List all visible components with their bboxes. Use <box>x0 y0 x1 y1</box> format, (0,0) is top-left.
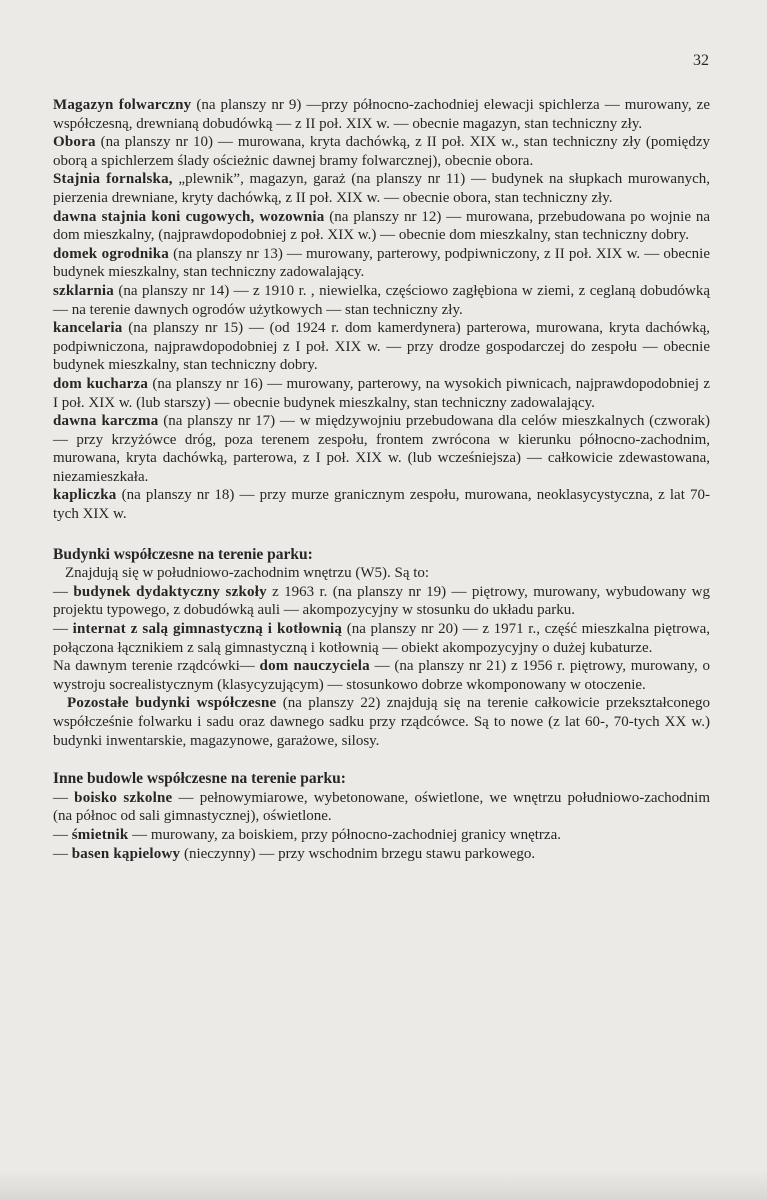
list-item <box>53 845 710 864</box>
entry-dawna-karczma <box>53 412 710 486</box>
entry-obora <box>53 133 710 170</box>
list-item <box>53 789 710 826</box>
item-title: basen kąpielowy <box>71 845 181 862</box>
entry-dom-kucharza <box>53 375 710 412</box>
list-item <box>53 657 710 694</box>
entry-title: dom kucharza <box>53 375 149 392</box>
item-title: dom nauczyciela <box>259 658 370 675</box>
entry-kapliczka <box>53 486 710 523</box>
entry-magazyn <box>53 96 710 133</box>
list-item <box>53 620 710 657</box>
item-text: z 1963 r. (na planszy nr 19) — piętrowy, murowany, wybudowany wg projektu typowego, z dobudówką auli — akompozycyjny w stosunku do układu parku. <box>53 583 711 619</box>
entry-dawna-stajnia <box>53 208 710 245</box>
section-heading: Budynki współczesne na terenie parku: <box>53 545 313 563</box>
item-title: Pozostałe budynki współczesne <box>67 695 277 712</box>
entry-title: kancelaria <box>53 320 123 337</box>
item-title: boisko szkolne <box>74 789 173 806</box>
entry-text: (na planszy nr 13) — murowany, parterowy, podpiwniczony, z II poł. XIX w. — obecnie budynek mieszkalny, stan techniczny zadowalający. <box>53 245 710 281</box>
item-title: śmietnik <box>71 826 129 843</box>
item-title: budynek dydaktyczny szkoły <box>73 583 267 600</box>
list-item <box>53 694 710 750</box>
entry-stajnia <box>53 170 710 207</box>
item-title: internat z salą gimnastyczną i kotłownią <box>72 621 343 638</box>
page-content <box>53 96 710 863</box>
item-text: — (na planszy nr 21) z 1956 r. piętrowy, murowany, o wystroju socrealistycznym (klasycyzującym) — stosunkowo dobrze wkomponowany w otoczenie. <box>53 658 710 693</box>
entry-title: Stajnia fornalska, <box>53 171 173 188</box>
item-text: (nieczynny) — przy wschodnim brzegu stawu parkowego. <box>180 845 536 862</box>
entry-kancelaria <box>53 319 710 375</box>
dash: — <box>53 789 75 806</box>
dash: — <box>53 621 73 638</box>
entry-text: (na planszy nr 17) — w międzywojniu przebudowana dla celów mieszkalnych (czworak) — przy krzyżówce dróg, poza terenem zespołu, frontem zwrócona w kierunku północno-zachodnim, murowana, kryta dachówką, parterowa, z I poł. XIX w. (lub wcześniejsza) — całkowicie zdewastowana, niezamieszkała. <box>53 413 710 485</box>
dash: — <box>53 826 72 843</box>
item-lead: Na dawnym terenie rządcówki— <box>53 658 260 675</box>
list-item <box>53 583 710 620</box>
entry-text: (na planszy nr 18) — przy murze granicznym zespołu, murowana, neoklasycystyczna, z lat 70-tych XIX w. <box>53 487 710 523</box>
dash: — <box>53 845 72 862</box>
entry-title: szklarnia <box>53 282 114 299</box>
entry-text: (na planszy nr 16) — murowany, parterowy, na wysokich piwnicach, najprawdopodobniej z I poł. XIX w. (lub starszy) — obecnie budynek mieszkalny, stan techniczny zadowalający. <box>53 375 710 411</box>
entry-title: kapliczka <box>53 487 117 504</box>
entry-title: Obora <box>53 134 96 151</box>
list-item <box>53 826 710 845</box>
entry-szklarnia <box>53 282 710 319</box>
entry-text: (na planszy nr 12) — murowana, przebudowana po wojnie na dom mieszkalny, (najprawdopodobniej z poł. XIX w.) — obecnie dom mieszkalny, stan techniczny dobry. <box>53 208 710 244</box>
entry-text: (na planszy nr 15) — (od 1924 r. dom kamerdynera) parterowa, murowana, kryta dachówką, podpiwniczona, najprawdopodobniej z I poł. XIX w. — przy drodze gospodarczej do zespołu — obecnie budynek mieszkalny, stan techniczny dobry. <box>53 320 710 374</box>
item-text: — pełnowymiarowe, wybetonowane, oświetlone, we wnętrzu południowo-zachodnim (na północ od sali gimnastycznej), oświetlone. <box>53 789 710 825</box>
section-intro: Znajdują się w południowo-zachodnim wnętrzu (W5). Są to: <box>65 565 430 582</box>
entry-domek-ogrodnika <box>53 245 710 282</box>
page-number: 32 <box>693 52 709 69</box>
entry-text: „plewnik”, magazyn, garaż (na planszy nr 11) — budynek na słupkach murowanych, pierzenia drewniane, kryty dachówką, z II poł. XIX w. — obecnie obora, stan techniczny zły. <box>53 171 710 206</box>
section-heading: Inne budowle współczesne na terenie parku: <box>53 770 346 788</box>
page-edge-shadow <box>0 1170 767 1200</box>
entry-title: Magazyn folwarczny <box>53 97 192 113</box>
entry-text: (na planszy nr 9) —przy północno-zachodniej elewacji spichlerza — murowany, ze współczesną, drewnianą dobudówką — z II poł. XIX w. — obecnie magazyn, stan techniczny zły. <box>53 97 710 132</box>
entry-title: dawna stajnia koni cugowych, wozownia <box>53 208 325 225</box>
entry-title: dawna karczma <box>53 413 159 430</box>
entry-text: (na planszy nr 10) — murowana, kryta dachówką, z II poł. XIX w., stan techniczny zły (pomiędzy oborą a spichlerzem ślady ościeżnic dawnej bramy folwarcznej), obecnie obora. <box>53 134 710 169</box>
item-text: — murowany, za boiskiem, przy północno-zachodniej granicy wnętrza. <box>128 826 561 843</box>
item-text: (na planszy nr 20) — z 1971 r., część mieszkalna piętrowa, połączona łącznikiem z salą gimnastyczną i kotłownią — obiekt akompozycyjny o dużej kubaturze. <box>53 621 710 656</box>
dash: — <box>53 583 74 600</box>
item-text: (na planszy 22) znajdują się na terenie całkowicie przekształconego współcześnie folwarku i sadu oraz dawnego sadku przy rządcówce. Są to nowe (z lat 60-, 70-tych XX w.) budynki inwentarskie, magazynowe, garażowe, silosy. <box>53 695 710 749</box>
entry-text: (na planszy nr 14) — z 1910 r. , niewielka, częściowo zagłębiona w ziemi, z ceglaną dobudówką — na terenie dawnych ogrodów użytkowych — stan techniczny zły. <box>53 282 710 318</box>
entry-title: domek ogrodnika <box>53 245 170 262</box>
